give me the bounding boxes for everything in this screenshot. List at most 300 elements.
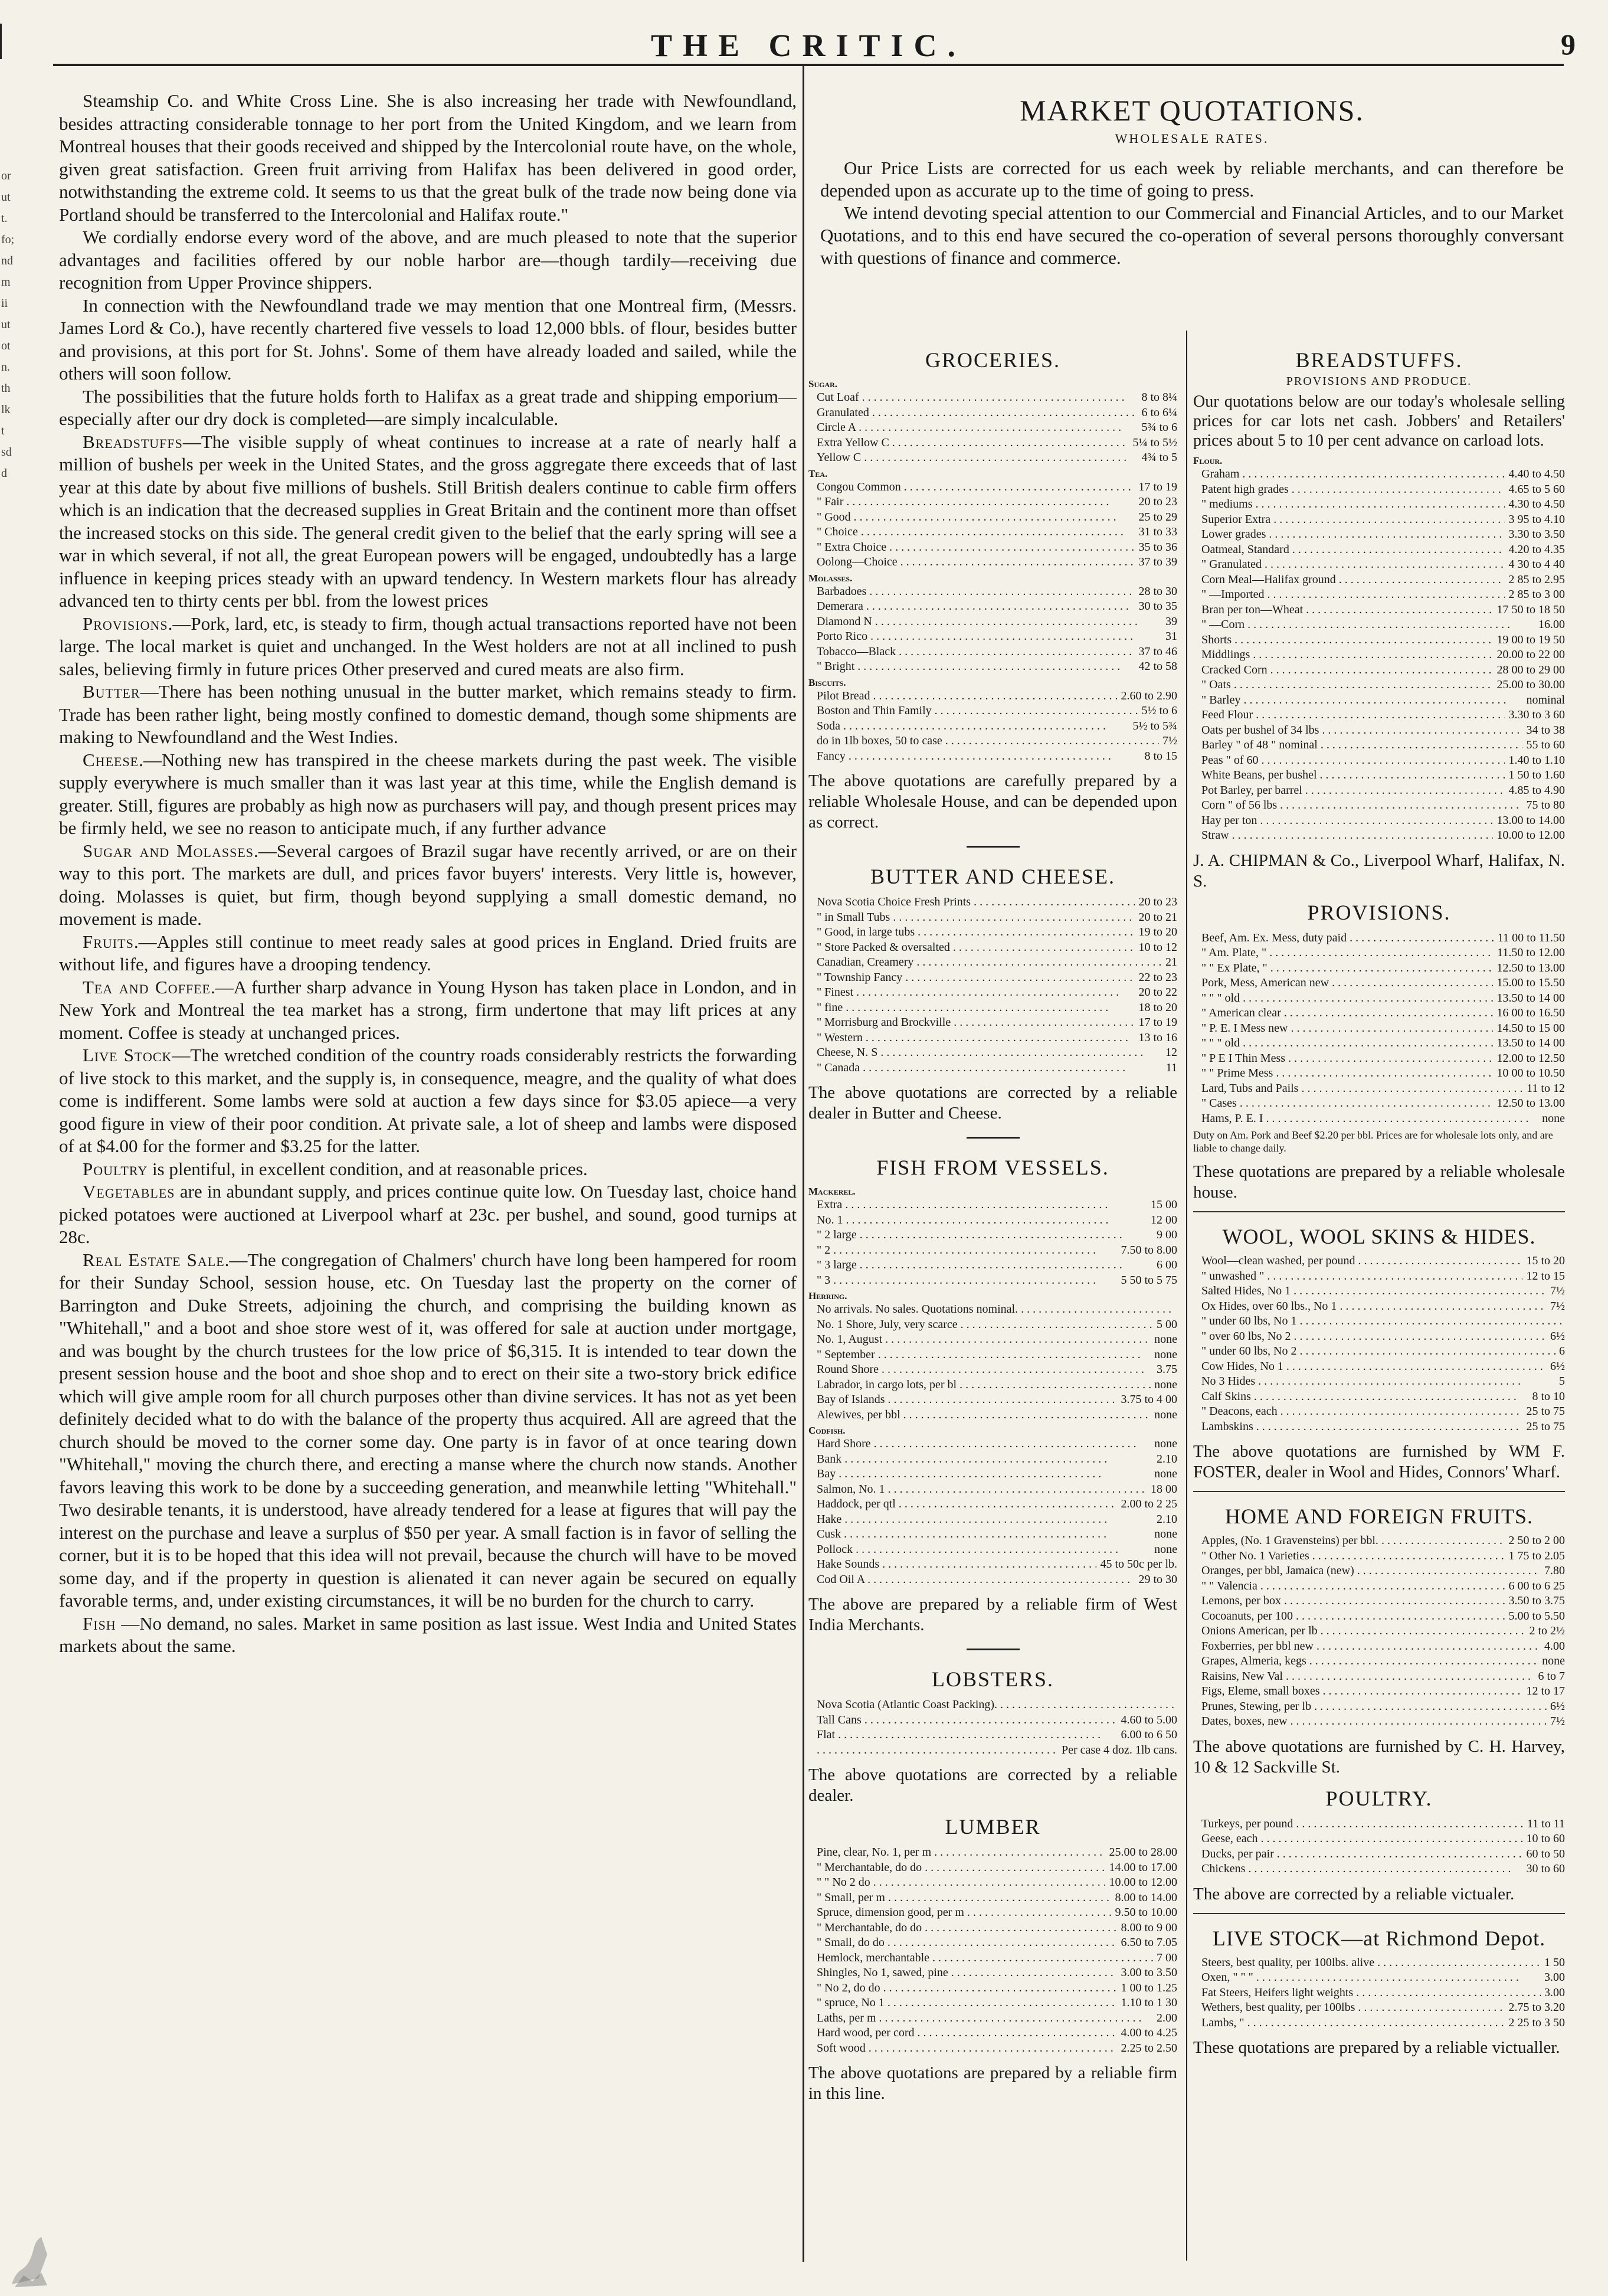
paragraph-run-in-head: Butter [83, 681, 140, 702]
fish-section [808, 1155, 1177, 1636]
price-value: 11 [1165, 1061, 1177, 1074]
butter-section [808, 864, 1177, 1124]
fruits-note: The above quotations are furnished by C. H. Harvey, 10 & 12 Sackville St. [1193, 1736, 1565, 1777]
price-item: Tobacco—Black . . . [808, 645, 1135, 660]
price-value: 11 to 12 [1527, 1081, 1565, 1095]
price-row [1193, 1654, 1565, 1669]
price-row [808, 1437, 1177, 1452]
price-item: Corn " of 56 lbs . . . [1193, 798, 1522, 813]
article-paragraph: Fish —No demand, no sales. Market in same position as last issue. West India and United States markets about the same. [59, 1613, 797, 1656]
price-item: Granulated . . . [808, 405, 1138, 421]
price-row [808, 955, 1177, 970]
price-row [1193, 1831, 1565, 1847]
article-paragraph: Steamship Co. and White Cross Line. She is also increasing her trade with Newfoundland, besides attracting considerable tonnage to her port from the United Kingdom, and we learn from Montreal houses that their goods received and shipped by the Intercolonial route have, on the whole, given great satisfaction. Green fruit arriving from Halifax has been delivered in good order, notwithstanding the extreme cold. It seems to us that the great bulk of the trade now being done via Portland should be transferred to the Intercolonial and Halifax route." [59, 90, 797, 225]
price-row [1193, 1359, 1565, 1375]
price-item: Shorts . . . [1193, 633, 1493, 648]
price-row [808, 2026, 1177, 2041]
price-value: 5.00 to 5.50 [1508, 1609, 1565, 1623]
price-item: Pot Barley, per barrel . . . [1193, 783, 1505, 799]
price-group-label: Mackerel. [808, 1186, 856, 1197]
price-value: 3.30 to 3.50 [1508, 528, 1565, 541]
price-item: " Township Fancy . . . [808, 970, 1135, 986]
price-item: " 2 large . . . [808, 1228, 1153, 1243]
price-item: Haddock, per qtl . . . [808, 1497, 1117, 1512]
price-value: 7.80 [1544, 1564, 1565, 1577]
price-value: 4.60 to 5.00 [1121, 1713, 1177, 1726]
price-item: Alewives, per bbl . . . [808, 1408, 1151, 1423]
price-value: 10 00 to 10.50 [1496, 1067, 1565, 1080]
price-row [808, 480, 1177, 495]
price-value: 28 to 30 [1138, 584, 1177, 598]
price-group-label: Molasses. [808, 572, 853, 584]
price-row [1193, 587, 1565, 603]
provisions-note: These quotations are prepared by a reliable wholesale house. [1193, 1162, 1565, 1202]
price-value: 15 00 [1151, 1198, 1177, 1211]
price-row [808, 1542, 1177, 1558]
price-item: Grapes, Almeria, kegs . . . [1193, 1654, 1538, 1669]
margin-fragment: m [1, 276, 11, 289]
price-item: Geese, each . . . [1193, 1831, 1522, 1847]
price-item: Extra . . . [808, 1198, 1147, 1213]
price-value: 31 [1165, 630, 1177, 643]
price-item: Barley " of 48 " nominal . . . [1193, 738, 1522, 753]
price-item: " " " old . . . [1193, 991, 1493, 1006]
price-item: " Small, do do . . . [808, 1935, 1117, 1951]
price-item: Bay . . . [808, 1467, 1151, 1482]
price-item: Foxberries, per bbl new . . . [1193, 1639, 1541, 1654]
price-value: 29 to 30 [1138, 1572, 1177, 1586]
price-item: Pilot Bread . . . [808, 689, 1117, 704]
price-value: 5½ to 6 [1141, 704, 1177, 717]
price-value: 60 to 50 [1526, 1847, 1565, 1860]
price-item: Cheese, N. S . . . [808, 1045, 1162, 1061]
price-item: Lemons, per box . . . [1193, 1594, 1505, 1609]
price-row [1193, 946, 1565, 961]
right-price-column [1193, 339, 1565, 2063]
price-value: 12 [1165, 1046, 1177, 1059]
price-row [1193, 512, 1565, 528]
price-row [808, 1362, 1177, 1378]
price-value: 6 to 6¼ [1141, 405, 1177, 419]
price-row [1193, 2016, 1565, 2031]
price-item: Lambskins . . . [1193, 1420, 1522, 1435]
price-value: 45 to 50c per lb. [1100, 1558, 1177, 1571]
price-value: 5¾ to 6 [1141, 421, 1177, 434]
price-row [1193, 1564, 1565, 1579]
price-item: Hake . . . [808, 1512, 1153, 1528]
price-item: Straw . . . [1193, 828, 1493, 843]
price-value: 37 to 39 [1138, 555, 1177, 568]
price-row [808, 495, 1177, 510]
price-item: " " No 2 do . . . [808, 1875, 1105, 1891]
price-value: 18 to 20 [1138, 1000, 1177, 1014]
left-margin-fragments [1, 165, 19, 484]
price-row [808, 1347, 1177, 1363]
fruits-title: HOME AND FOREIGN FRUITS. [1224, 1504, 1534, 1528]
left-edge-rule [0, 24, 2, 59]
price-row [1193, 723, 1565, 738]
paragraph-run-in-head: Tea and Coffee [83, 976, 211, 997]
paragraph-run-in-head: Real Estate Sale [83, 1249, 225, 1270]
price-item: No. 1 . . . [808, 1213, 1147, 1228]
price-item: Raisins, New Val . . . [1193, 1669, 1534, 1685]
article-paragraph: Vegetables are in abundant supply, and prices continue quite low. On Tuesday last, choice hand picked potatoes were auctioned at Liverpool wharf at 23c. per bushel, and sound, good turnips at 28c. [59, 1181, 797, 1247]
price-value: 22 to 23 [1138, 970, 1177, 984]
price-item: " Fair . . . [808, 495, 1135, 510]
price-item: Cusk . . . [808, 1527, 1151, 1542]
paragraph-run-in-head: Cheese [83, 749, 139, 770]
price-item: " Small, per m . . . [808, 1891, 1111, 1906]
price-item: Nova Scotia (Atlantic Coast Packing). . . . [808, 1698, 1174, 1713]
article-paragraph: Provisions.—Pork, lard, etc, is steady to firm, though actual transactions reported have not been large. The local market is quiet and unchanged. In the West holders are not at all inclined to push sales, believing firmly in future prices Other preserved and cured meats are also firm. [59, 613, 797, 679]
price-value: 2.10 [1157, 1512, 1177, 1526]
price-row [808, 1743, 1177, 1758]
article-paragraph: Sugar and Molasses.—Several cargoes of Brazil sugar have recently arrived, or are on their way to this port. The markets are dull, and prices favor buyers' interests. Very little is, however, doing. Molasses is quiet, but firm, though beyond supplying a small domestic demand, no movement is made. [59, 840, 797, 929]
price-row [1193, 768, 1565, 783]
livestock-note: These quotations are prepared by a reliable victualler. [1193, 2038, 1560, 2057]
price-value: 20 to 21 [1138, 910, 1177, 924]
article-paragraph: Live Stock—The wretched condition of the country roads considerably restricts the forwarding of live stock to this market, and the supply is, in consequence, meagre, and the quality of what does come is indifferent. Some lambs were sold at auction a few days since for $3.05 apiece—a very good figure in view of their poor condition. At private sale, a lot of sheep and lambs were disposed of at $4.00 for the former and $3.25 for the latter. [59, 1045, 797, 1156]
price-item: do in 1lb boxes, 50 to case . . . [808, 734, 1159, 749]
price-row [1193, 1684, 1565, 1699]
price-value: 4¾ to 5 [1141, 451, 1177, 464]
price-value: 5 00 [1157, 1317, 1177, 1331]
price-value: 1.40 to 1.10 [1508, 753, 1565, 767]
price-item: Wool—clean washed, per pound . . . [1193, 1254, 1522, 1269]
price-value: 2 to 2½ [1529, 1624, 1565, 1637]
price-value: 12 00 [1151, 1213, 1177, 1227]
price-row [808, 1905, 1177, 1921]
price-row [1193, 1081, 1565, 1097]
price-row [1193, 678, 1565, 693]
price-value: Per case 4 doz. 1lb cans. [1061, 1743, 1177, 1757]
price-item: Beef, Am. Ex. Mess, duty paid . . . [1193, 931, 1494, 946]
price-item: Calf Skins . . . [1193, 1389, 1528, 1405]
price-item: " Western . . . [808, 1031, 1135, 1046]
price-value: 14.50 to 15 00 [1496, 1021, 1565, 1035]
price-value: 4.00 [1544, 1639, 1565, 1653]
fruits-section [1193, 1491, 1565, 1778]
price-group-label: Herring. [808, 1290, 847, 1301]
price-value: 5 50 to 5 75 [1121, 1273, 1177, 1287]
price-row [808, 390, 1177, 405]
paragraph-run-in-head: Poultry [83, 1158, 148, 1179]
price-item: " September . . . [808, 1347, 1151, 1363]
price-row [808, 555, 1177, 570]
price-item: " No 2, do do . . . [808, 1981, 1117, 1996]
price-value: nominal [1526, 693, 1565, 707]
price-row [808, 405, 1177, 421]
price-row [1193, 633, 1565, 648]
price-item: Chickens . . . [1193, 1862, 1522, 1877]
price-row [808, 1512, 1177, 1528]
price-value: 4.65 to 5 60 [1508, 482, 1565, 496]
price-value: 5¼ to 5½ [1132, 436, 1177, 449]
wool-title: WOOL, WOOL SKINS & HIDES. [1222, 1225, 1536, 1248]
price-item: " " " old . . . [1193, 1036, 1493, 1051]
price-value: 1.10 to 1 30 [1121, 1996, 1177, 2009]
price-item: Ducks, per pair . . . [1193, 1847, 1522, 1862]
price-value: 34 to 38 [1526, 723, 1565, 737]
price-row [808, 1273, 1177, 1288]
price-item: " Cases . . . [1193, 1096, 1493, 1111]
butter-note: The above quotations are corrected by a reliable dealer in Butter and Cheese. [808, 1083, 1177, 1123]
price-value [1561, 1314, 1565, 1329]
price-value: 16.00 [1538, 618, 1565, 631]
price-row [1193, 1389, 1565, 1405]
price-item: " —Corn . . . [1193, 617, 1535, 633]
margin-fragment: fo; [1, 233, 15, 246]
price-item: Lard, Tubs and Pails . . . [1193, 1081, 1523, 1097]
price-value: 2.00 to 2 25 [1121, 1497, 1177, 1510]
groceries-section [808, 348, 1177, 833]
price-item: " Granulated . . . [1193, 557, 1505, 573]
price-row [808, 1981, 1177, 1996]
article-paragraph: Breadstuffs—The visible supply of wheat continues to increase at a rate of nearly half a million of bushels per week in the United States, and the gross aggregate there exceeds that of last year at this date by about five millions of bushels. Still British dealers continue to cable firm offers which is an indication that the decreased supplies in Great Britain and the continent more than offset the increased stocks on this side. The general credit given to the belief that the early spring will see a war in which several, if not all, the great European powers will be engaged, undoubtedly has a large influence in keeping prices steady with an upward tendency. In Western markets flour has already advanced ten to thirty cents per bbl. from the lowest prices [59, 431, 797, 611]
price-row [1193, 813, 1565, 829]
price-row [1193, 1299, 1565, 1314]
price-item: Hay per ton . . . [1193, 813, 1493, 829]
price-value: 7½ [1162, 734, 1177, 747]
price-item: " Choice . . . [808, 525, 1135, 540]
provisions-small-note: Duty on Am. Pork and Beef $2.20 per bbl. Prices are for wholesale lots only, and are liable to change daily. [1193, 1129, 1553, 1154]
lobsters-title: LOBSTERS. [931, 1667, 1054, 1691]
price-row [1193, 1269, 1565, 1284]
price-value: 25 to 75 [1526, 1405, 1565, 1418]
price-row [1193, 557, 1565, 573]
price-row [808, 584, 1177, 600]
price-item: " fine . . . [808, 1000, 1135, 1016]
paragraph-run-in-head: Vegetables [83, 1181, 175, 1202]
price-row [1193, 961, 1565, 976]
price-row [808, 1061, 1177, 1076]
price-row [808, 1031, 1177, 1046]
price-row [1193, 1051, 1565, 1067]
price-value: 13.50 to 14 00 [1496, 1036, 1565, 1049]
section-rule [1193, 1913, 1565, 1914]
price-value: 20 to 23 [1138, 495, 1177, 508]
price-row [808, 749, 1177, 764]
price-value: 6 [1559, 1345, 1565, 1358]
price-item: Porto Rico . . . [808, 629, 1162, 645]
price-value: 9.50 to 10.00 [1115, 1906, 1177, 1919]
price-row [1193, 663, 1565, 678]
price-item: " 3 large . . . [808, 1258, 1153, 1273]
price-row [1193, 738, 1565, 753]
price-value: 11 to 11 [1527, 1817, 1565, 1830]
lumber-title: LUMBER [945, 1815, 1041, 1839]
price-value: 18 00 [1151, 1482, 1177, 1496]
price-value: 25 to 75 [1526, 1420, 1565, 1433]
price-row [808, 689, 1177, 704]
lumber-section [808, 1814, 1177, 2104]
price-item: Hake Sounds . . . [808, 1557, 1096, 1572]
margin-fragment: ut [1, 318, 11, 331]
price-item: Lower grades . . . [1193, 527, 1505, 542]
price-row [1193, 603, 1565, 618]
price-item: Oranges, per bbl, Jamaica (new) . . . [1193, 1564, 1541, 1579]
price-row [1193, 1006, 1565, 1021]
price-row [808, 1728, 1177, 1743]
price-row [808, 1213, 1177, 1228]
price-item: Turkeys, per pound . . . [1193, 1817, 1524, 1832]
price-value: 7½ [1550, 1299, 1565, 1313]
price-row [808, 420, 1177, 436]
price-group-label: Tea. [808, 467, 828, 479]
price-row [808, 1228, 1177, 1243]
price-value: 31 to 33 [1138, 525, 1177, 538]
price-item: Yellow C . . . [808, 450, 1138, 466]
article-paragraph: Poultry is plentiful, in excellent condition, and at reasonable prices. [83, 1158, 588, 1179]
groceries-note: The above quotations are carefully prepared by a reliable Wholesale House, and can be depended upon as correct. [808, 771, 1177, 832]
wool-note: The above quotations are furnished by WM F. FOSTER, dealer in Wool and Hides, Connors' Wharf. [1193, 1442, 1565, 1481]
price-value: 30 to 35 [1138, 600, 1177, 613]
price-item: Spruce, dimension good, per m . . . [808, 1905, 1111, 1921]
price-row [1193, 467, 1565, 482]
price-row [808, 436, 1177, 451]
price-item: " Merchantable, do do . . . [808, 1921, 1117, 1936]
market-intro [820, 157, 1564, 269]
price-value: 12.50 to 13.00 [1496, 1097, 1565, 1110]
price-value: none [1154, 1333, 1177, 1346]
price-value: 3.50 to 3.75 [1508, 1594, 1565, 1607]
price-item: Pollock . . . [808, 1542, 1151, 1558]
price-item: " American clear . . . [1193, 1006, 1493, 1021]
fish-title: FISH FROM VESSELS. [876, 1156, 1109, 1179]
price-value: 2.00 [1157, 2011, 1177, 2024]
price-value: 6½ [1550, 1359, 1565, 1373]
price-row [1193, 1817, 1565, 1832]
market-quotations-title: MARKET QUOTATIONS. [1020, 94, 1364, 127]
price-item: Figs, Eleme, small boxes . . . [1193, 1684, 1522, 1699]
wool-section [1193, 1211, 1565, 1483]
price-row [1193, 527, 1565, 542]
price-value: 3 95 to 4.10 [1508, 512, 1565, 526]
price-value: 4.85 to 4.90 [1508, 783, 1565, 797]
price-group-label: Biscuits. [808, 676, 846, 688]
price-row [808, 1921, 1177, 1936]
price-item: Cod Oil A . . . [808, 1572, 1135, 1588]
price-item: Ox Hides, over 60 lbs., No 1 . . . [1193, 1299, 1547, 1314]
price-item: " P E I Thin Mess . . . [1193, 1051, 1493, 1067]
price-group-label: Sugar. [808, 378, 838, 390]
section-divider [967, 1649, 1020, 1650]
breadstuffs-note: J. A. CHIPMAN & Co., Liverpool Wharf, Halifax, N. S. [1193, 851, 1565, 891]
price-value: 4.30 to 4.50 [1508, 498, 1565, 511]
margin-fragment: nd [1, 254, 13, 267]
price-row [808, 450, 1177, 466]
price-item: " " Valencia . . . [1193, 1579, 1505, 1594]
price-value: 10.00 to 12.00 [1109, 1876, 1177, 1889]
price-value: 13.00 to 14.00 [1496, 813, 1565, 827]
price-row [1193, 2000, 1565, 2016]
price-item: " 2 . . . [808, 1243, 1117, 1258]
price-item: Feed Flour . . . [1193, 708, 1505, 723]
price-item: " Am. Plate, " . . . [1193, 946, 1494, 961]
price-row [1193, 1624, 1565, 1639]
price-row [808, 1572, 1177, 1588]
price-item: " " Ex Plate, " . . . [1193, 961, 1493, 976]
price-item: Fancy . . . [808, 749, 1141, 764]
price-item: Pine, clear, No. 1, per m . . . [808, 1845, 1105, 1860]
price-item: Prunes, Stewing, per lb . . . [1193, 1699, 1547, 1715]
price-value: 8.00 to 9 00 [1121, 1921, 1177, 1934]
price-row [808, 1875, 1177, 1891]
price-value: 6.00 to 6 50 [1121, 1728, 1177, 1741]
price-value: 12 to 17 [1526, 1685, 1565, 1698]
price-value: none [1154, 1528, 1177, 1541]
price-row [1193, 482, 1565, 498]
price-row [808, 1965, 1177, 1981]
price-row [1193, 573, 1565, 588]
price-row [808, 2011, 1177, 2026]
price-item: " unwashed " . . . [1193, 1269, 1522, 1284]
price-value: none [1542, 1654, 1565, 1667]
left-article-column [59, 90, 797, 1658]
price-row [1193, 828, 1565, 843]
price-item: Dates, boxes, new . . . [1193, 1714, 1547, 1729]
section-divider [967, 1137, 1020, 1139]
price-value: 8 to 10 [1532, 1389, 1565, 1403]
breadstuffs-intro: Our quotations below are our today's wholesale selling prices for car lots net cash. Jobbers' and Retailers' prices about 5 to 10 per cent advance on carload lots. [1193, 393, 1565, 450]
price-row [808, 1935, 1177, 1951]
price-item [808, 1743, 1058, 1758]
price-row [1193, 931, 1565, 946]
price-item: Middlings . . . [1193, 647, 1493, 663]
price-value: 39 [1165, 614, 1177, 628]
margin-fragment: sd [1, 446, 12, 459]
price-item: Round Shore . . . [808, 1362, 1153, 1378]
price-row [808, 1258, 1177, 1273]
price-value: 28 00 to 29 00 [1496, 663, 1565, 676]
price-value: 2 85 to 3 00 [1508, 588, 1565, 601]
price-row [808, 1408, 1177, 1423]
price-row [1193, 1714, 1565, 1729]
price-item: Oats per bushel of 34 lbs . . . [1193, 723, 1522, 738]
price-value: 25.00 to 30.00 [1496, 678, 1565, 691]
price-row [1193, 1096, 1565, 1111]
price-row [1193, 1284, 1565, 1299]
price-item: " 3 . . . [808, 1273, 1117, 1288]
price-row [1193, 1955, 1565, 1971]
wholesale-rates-subtitle: WHOLESALE RATES. [1115, 131, 1269, 146]
price-value: 16 00 to 16.50 [1496, 1006, 1565, 1019]
price-value: 19 00 to 19 50 [1496, 633, 1565, 646]
price-value: 7 00 [1157, 1951, 1177, 1964]
price-value: none [1154, 1378, 1177, 1391]
price-value: 7.50 to 8.00 [1121, 1243, 1177, 1257]
article-paragraph: Fruits.—Apples still continue to meet ready sales at good prices in England. Dried fruits are without life, and figures have a drooping tendency. [59, 931, 797, 974]
margin-fragment: ot [1, 339, 11, 352]
price-row [1193, 1862, 1565, 1877]
price-row [1193, 783, 1565, 799]
price-row [1193, 497, 1565, 512]
price-item: Hard wood, per cord . . . [808, 2026, 1117, 2041]
price-value: 37 to 46 [1138, 645, 1177, 658]
price-value: 14.00 to 17.00 [1109, 1860, 1177, 1874]
price-value: none [1154, 1408, 1177, 1421]
price-value: none [1542, 1111, 1565, 1125]
price-item: " spruce, No 1 . . . [808, 1996, 1117, 2011]
price-row [808, 1482, 1177, 1497]
intro-paragraph: Our Price Lists are corrected for us each week by reliable merchants, and can therefore be depended upon as accurate up to the time of going to press. [820, 158, 1564, 201]
price-item: " P. E. I Mess new . . . [1193, 1021, 1493, 1036]
poultry-title: POULTRY. [1325, 1786, 1433, 1810]
price-value: 3.00 to 3.50 [1121, 1966, 1177, 1979]
price-row [1193, 1036, 1565, 1051]
price-value: 4.20 to 4.35 [1508, 542, 1565, 556]
price-item: Hard Shore . . . [808, 1437, 1151, 1452]
